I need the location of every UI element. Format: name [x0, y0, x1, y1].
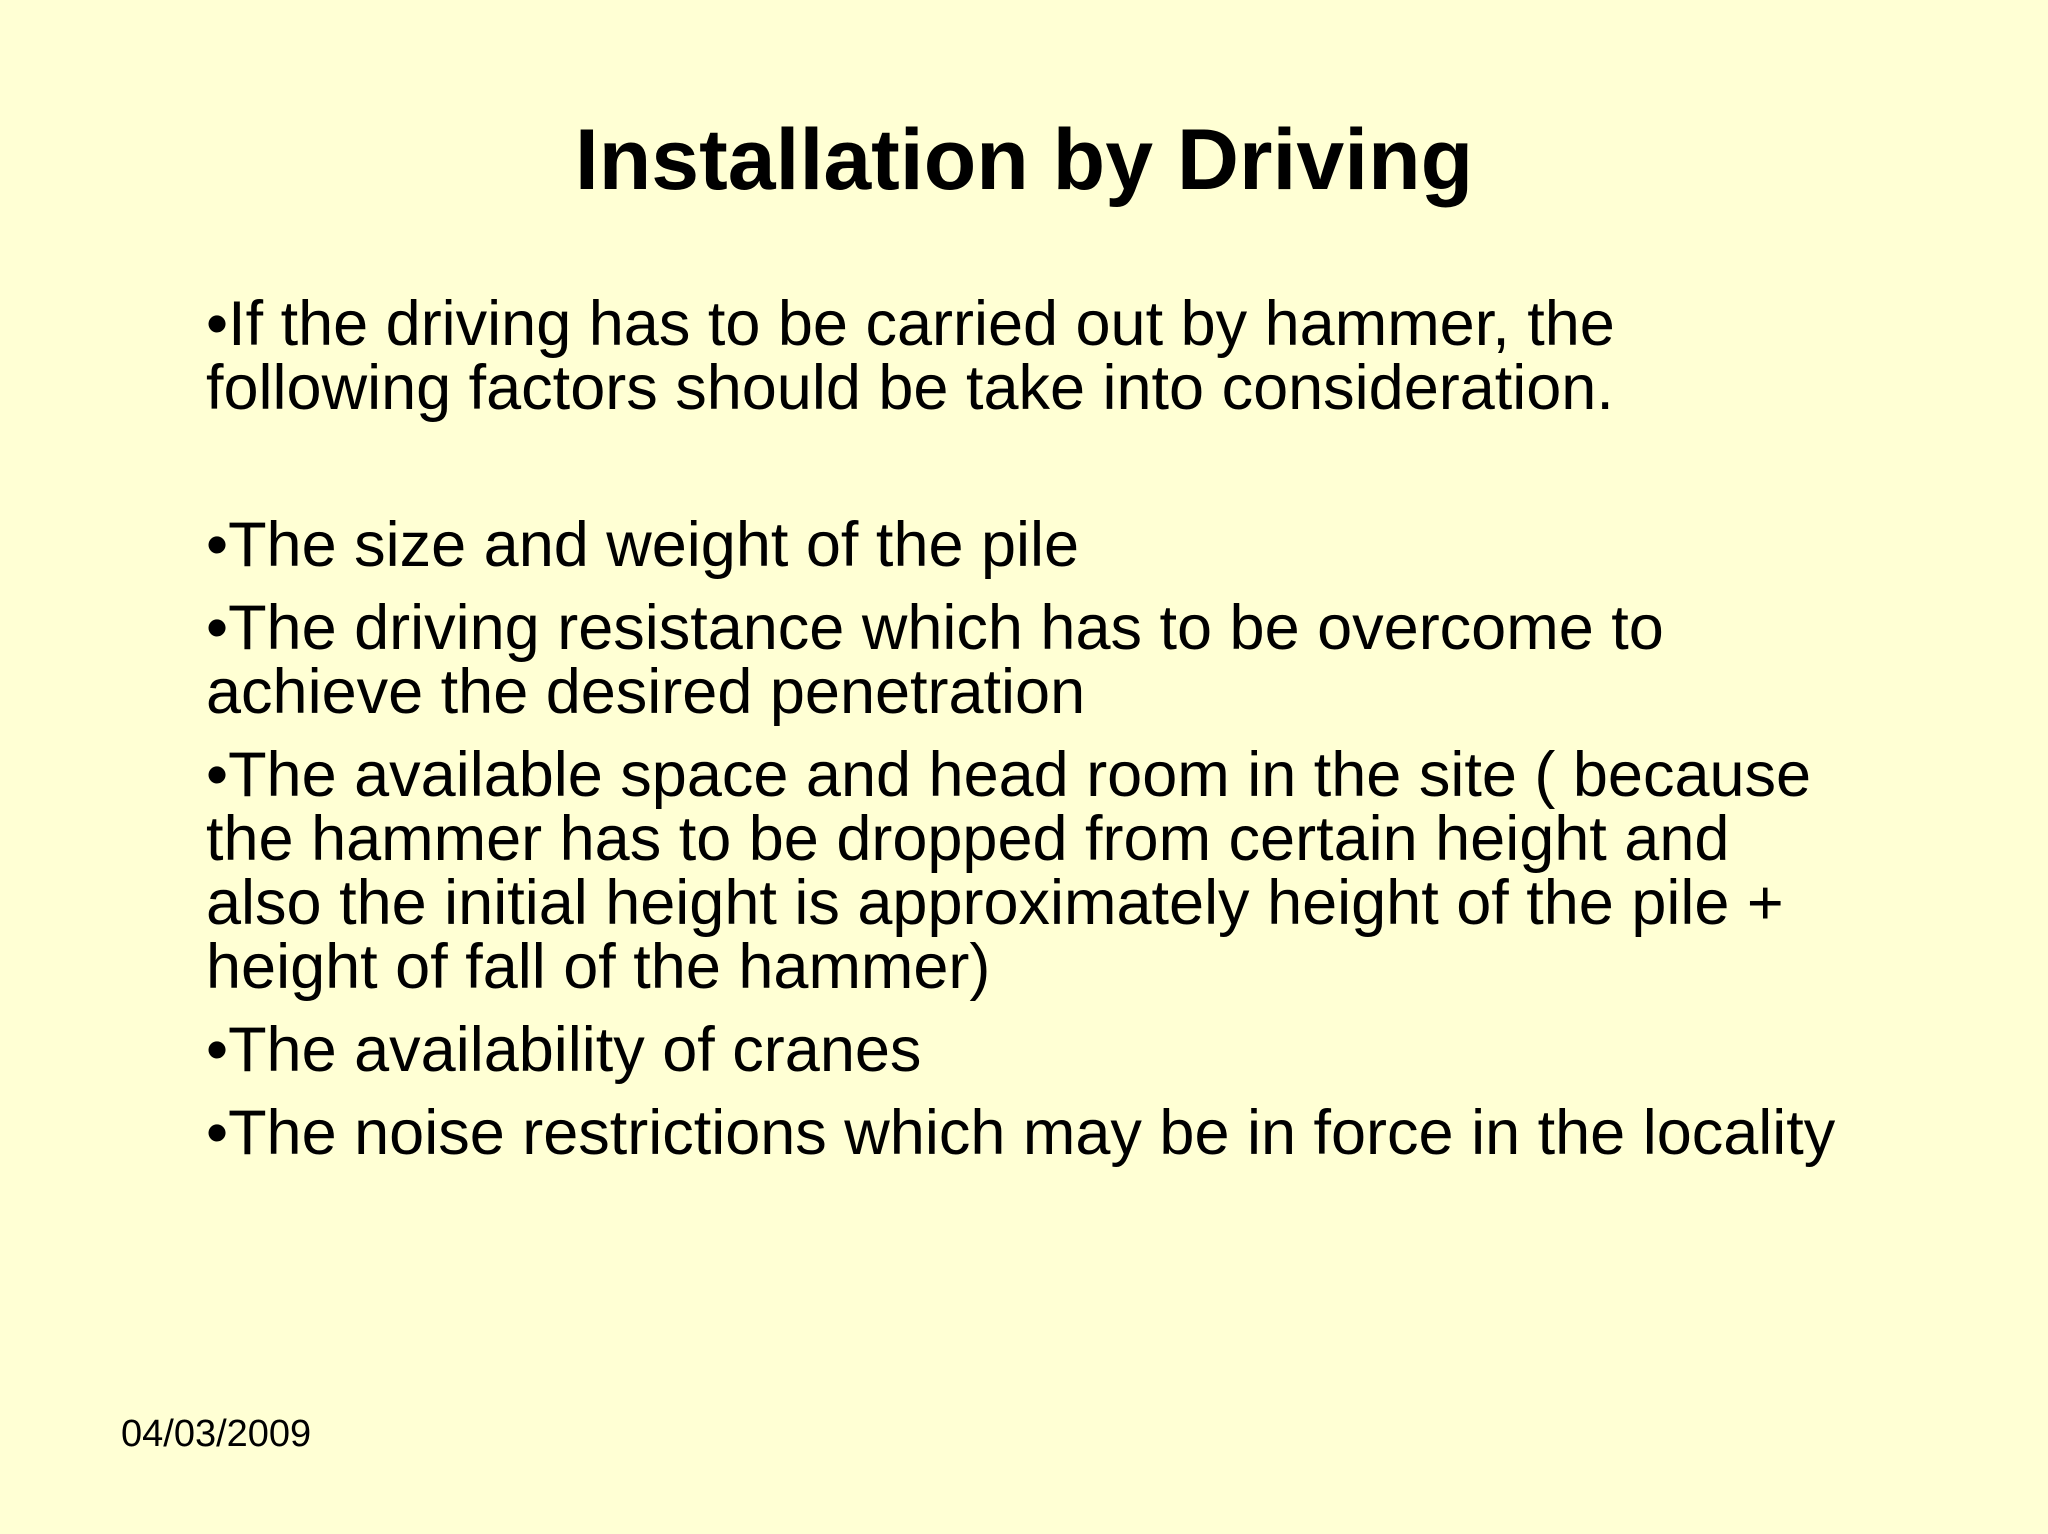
slide-title: Installation by Driving: [574, 112, 1474, 208]
bullet-item: [206, 289, 1846, 423]
bullet-item: [206, 1098, 1846, 1168]
bullet-icon: •: [206, 1098, 229, 1168]
bullet-icon: •: [206, 289, 229, 359]
bullet-text: If the driving has to be carried out by hammer, the following factors should be take into consideration.: [206, 289, 1615, 423]
bullet-text: The driving resistance which has to be overcome to achieve the desired penetration: [206, 593, 1664, 727]
bullet-item: [206, 1015, 1846, 1085]
bullet-icon: •: [206, 740, 229, 810]
bullet-text: The availability of cranes: [228, 1015, 922, 1085]
bullet-item: [206, 740, 1846, 1002]
bullet-list: [206, 289, 1846, 1168]
footer-date: 04/03/2009: [121, 1413, 312, 1455]
bullet-item: [206, 593, 1846, 727]
bullet-item: [206, 510, 1846, 580]
bullet-icon: •: [206, 510, 229, 580]
bullet-text: The size and weight of the pile: [228, 510, 1080, 580]
bullet-text: The available space and head room in the site ( because the hammer has to be dropped from certain height and also the initial height is approximately height of the pile + height of fall of the hammer): [206, 740, 1812, 1002]
bullet-icon: •: [206, 1015, 229, 1085]
bullet-text: The noise restrictions which may be in force in the locality: [228, 1098, 1836, 1168]
bullet-icon: •: [206, 593, 229, 663]
